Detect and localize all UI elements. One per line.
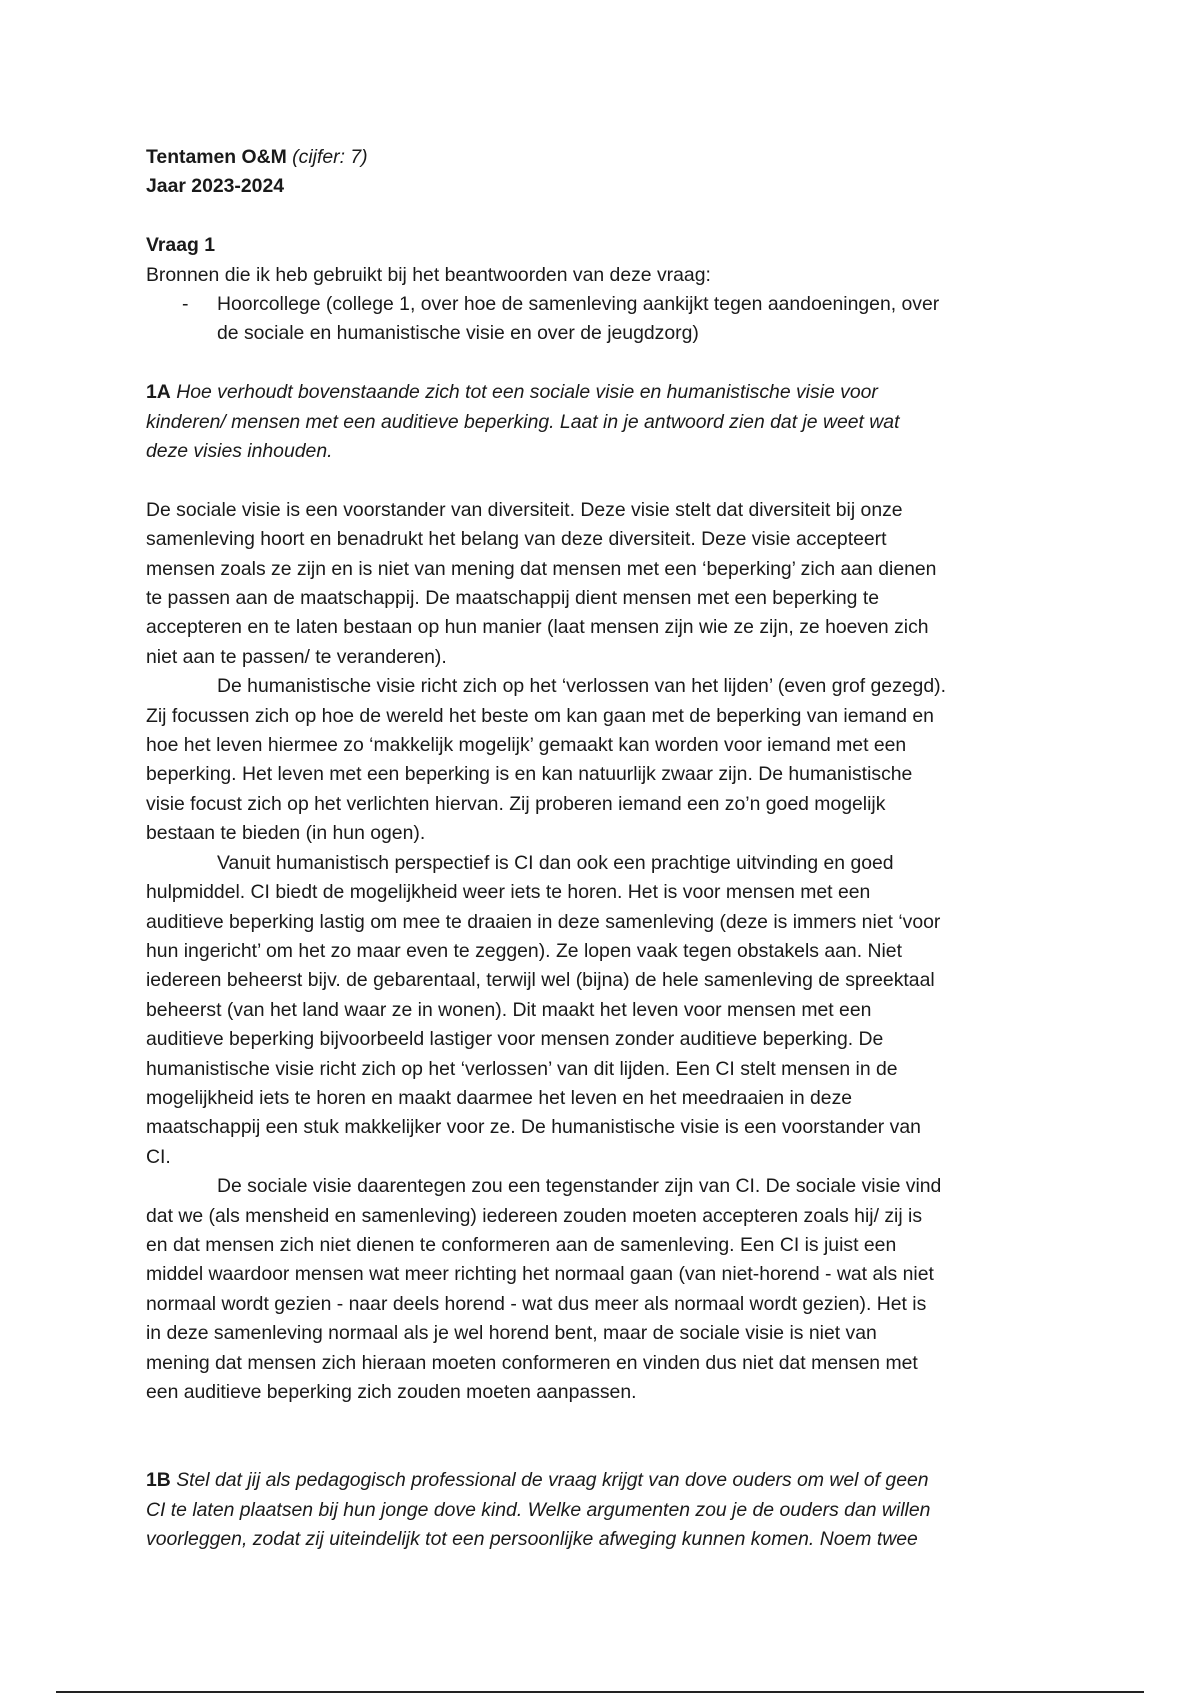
question-1a	[146, 378, 1066, 466]
question-1b	[146, 1466, 1066, 1554]
answer-paragraph-2	[146, 672, 1066, 848]
answer-line: te passen aan de maatschappij. De maatschappij dient mensen met een beperking te	[146, 587, 879, 610]
bullet-line: Hoorcollege (college 1, over hoe de samenleving aankijkt tegen aandoeningen, over	[217, 293, 940, 316]
document-page	[146, 143, 1066, 1554]
answer-line: normaal wordt gezien - naar deels horend - wat dus meer als normaal wordt gezien). Het is	[146, 1292, 927, 1315]
answer-line: De sociale visie daarentegen zou een tegenstander zijn van CI. De sociale visie vind	[217, 1175, 942, 1198]
answer-line: beheerst (van het land waar ze in wonen). Dit maakt het leven voor mensen met een	[146, 998, 872, 1021]
answer-line: Zij focussen zich op hoe de wereld het beste om kan gaan met de beperking van iemand en	[146, 704, 934, 727]
answer-paragraph-1	[146, 496, 1066, 672]
bullet-line: de sociale en humanistische visie en over de jeugdzorg)	[217, 322, 699, 345]
answer-line: in deze samenleving normaal als je wel horend bent, maar de sociale visie is niet van	[146, 1322, 877, 1345]
answer-line: De humanistische visie richt zich op het ‘verlossen van het lijden’ (even grof gezegd).	[217, 675, 946, 698]
answer-line: samenleving hoort en benadrukt het belang van deze diversiteit. Deze visie accepteert	[146, 528, 887, 551]
question-label: 1A	[146, 381, 171, 404]
answer-line: dat we (als mensheid en samenleving) iedereen zouden moeten accepteren zoals hij/ zij is	[146, 1204, 923, 1227]
page-footer-rule	[56, 1691, 1144, 1693]
exam-title-line	[146, 143, 1066, 172]
question-text-line: kinderen/ mensen met een auditieve beperking. Laat in je antwoord zien dat je weet wat	[146, 410, 900, 433]
answer-line: hulpmiddel. CI biedt de mogelijkheid weer iets te horen. Het is voor mensen met een	[146, 881, 871, 904]
question-text-line: deze visies inhouden.	[146, 440, 333, 463]
answer-line: visie focust zich op het verlichten hiervan. Zij proberen iemand een zo’n goed mogelijk	[146, 792, 886, 815]
question-text-line: Stel dat jij als pedagogisch professional de vraag krijgt van dove ouders om wel of geen	[176, 1469, 929, 1492]
answer-line: en dat mensen zich niet dienen te conformeren aan de samenleving. Een CI is juist een	[146, 1233, 897, 1256]
answer-paragraph-3	[146, 849, 1066, 1172]
answer-line: bestaan te bieden (in hun ogen).	[146, 822, 426, 845]
answer-line: De sociale visie is een voorstander van diversiteit. Deze visie stelt dat diversiteit bij onze	[146, 498, 903, 521]
answer-line: mogelijkheid iets te horen en maakt daarmee het leven en het meedraaien in deze	[146, 1086, 853, 1109]
question-text-line: voorleggen, zodat zij uiteindelijk tot een persoonlijke afweging kunnen komen. Noem twee	[146, 1528, 918, 1551]
answer-line: hoe het leven hiermee zo ‘makkelijk mogelijk’ gemaakt kan worden voor iemand met een	[146, 734, 907, 757]
answer-line: auditieve beperking lastig om mee te draaien in deze samenleving (deze is immers niet ‘voor	[146, 910, 941, 933]
sources-intro: Bronnen die ik heb gebruikt bij het beantwoorden van deze vraag:	[146, 263, 711, 286]
answer-line: humanistische visie richt zich op het ‘verlossen’ van dit lijden. Een CI stelt mensen in de	[146, 1057, 898, 1080]
exam-title: Tentamen O&M	[146, 146, 287, 168]
answer-line: niet aan te passen/ te veranderen).	[146, 645, 447, 668]
exam-grade: (cijfer: 7)	[292, 146, 368, 168]
sources-bullet	[146, 290, 1066, 349]
exam-year: Jaar 2023-2024	[146, 175, 285, 198]
answer-line: een auditieve beperking zich zouden moeten aanpassen.	[146, 1381, 637, 1404]
answer-line: accepteren en te laten bestaan op hun manier (laat mensen zijn wie ze zijn, ze hoeven zich	[146, 616, 929, 639]
answer-line: middel waardoor mensen wat meer richting het normaal gaan (van niet-horend - wat als niet	[146, 1263, 934, 1286]
answer-line: mening dat mensen zich hieraan moeten conformeren en vinden dus niet dat mensen met	[146, 1351, 918, 1374]
answer-paragraph-4	[146, 1172, 1066, 1407]
question-1-heading: Vraag 1	[146, 234, 215, 257]
answer-line: Vanuit humanistisch perspectief is CI dan ook een prachtige uitvinding en goed	[217, 851, 894, 874]
answer-line: mensen zoals ze zijn en is niet van mening dat mensen met een ‘beperking’ zich aan dienen	[146, 557, 937, 580]
answer-line: hun ingericht’ om het zo maar even te zeggen). Ze lopen vaak tegen obstakels aan. Niet	[146, 939, 902, 962]
answer-line: beperking. Het leven met een beperking is en kan natuurlijk zwaar zijn. De humanistische	[146, 763, 913, 786]
bullet-dash: -	[182, 293, 189, 316]
answer-line: iedereen beheerst bijv. de gebarentaal, terwijl wel (bijna) de hele samenleving de spreektaal	[146, 969, 935, 992]
answer-line: maatschappij een stuk makkelijker voor ze. De humanistische visie is een voorstander van	[146, 1116, 921, 1139]
question-label: 1B	[146, 1469, 171, 1492]
answer-line: CI.	[146, 1145, 171, 1168]
question-text-line: CI te laten plaatsen bij hun jonge dove kind. Welke argumenten zou je de ouders dan willen	[146, 1498, 931, 1521]
question-text-line: Hoe verhoudt bovenstaande zich tot een sociale visie en humanistische visie voor	[176, 381, 878, 404]
answer-line: auditieve beperking bijvoorbeeld lastiger voor mensen zonder auditieve beperking. De	[146, 1028, 884, 1051]
